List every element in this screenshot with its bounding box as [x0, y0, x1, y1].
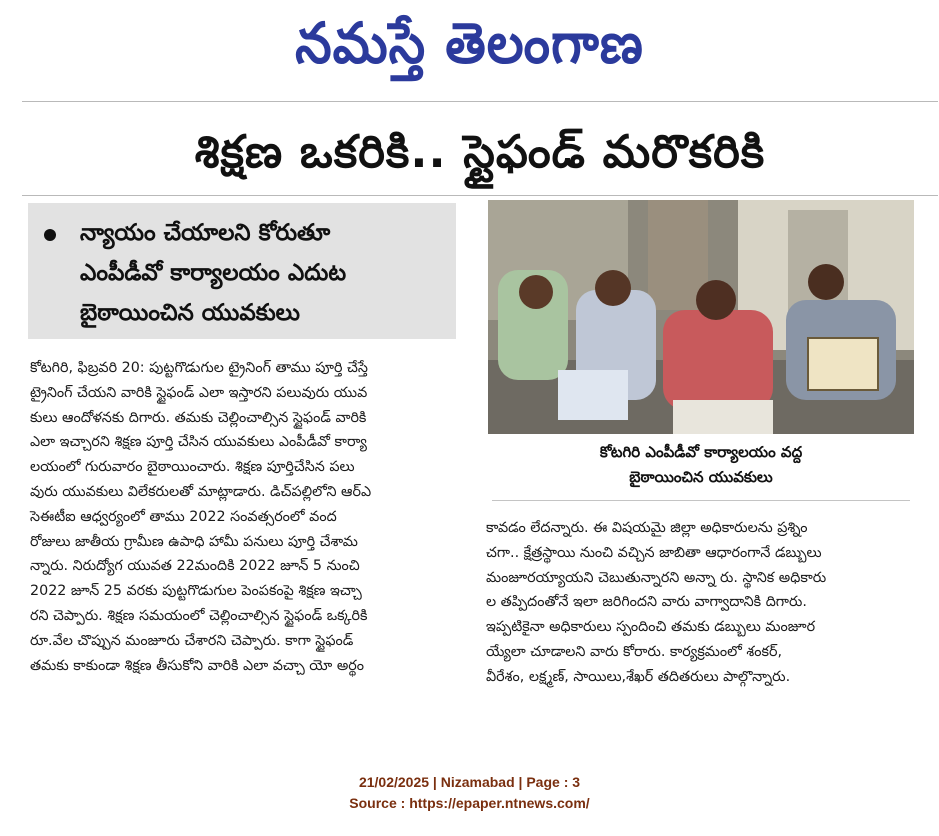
body-line: లయంలో గురువారం బైఠాయించారు. శిక్షణ పూర్తిచేసిన పలు [30, 459, 355, 476]
body-line: న్నారు. నిరుద్యోగ యువత 22మందికి 2022 జూన్ 5 నుంచి [30, 558, 360, 575]
body-line: య్యేలా చూడాలని వారు కోరారు. కార్యక్రమంలో శంకర్, [486, 643, 783, 660]
bullet-icon [44, 229, 56, 241]
caption-line: కోటగిరి ఎంపీడీవో కార్యాలయం వద్ద [599, 443, 803, 461]
news-photo [488, 200, 914, 434]
caption-line: బైఠాయించిన యువకులు [629, 468, 773, 486]
article-body-left-column [30, 356, 454, 678]
photo-caption [488, 440, 914, 490]
pullquote-box [28, 203, 456, 339]
body-line: సెఈటీఐ ఆధ్వర్యంలో తాము 2022 సంవత్సరంలో వంద [30, 508, 337, 525]
body-line: ఇప్పటికైనా అధికారులు స్పందించి తమకు డబ్బులు మంజూర [486, 619, 816, 636]
body-line: కోటగిరి, ఫిబ్రవరి 20: పుట్టగొడుగుల ట్రైనింగ్ తాము పూర్తి చేస్తే [30, 360, 368, 376]
masthead [0, 0, 939, 96]
divider [22, 195, 938, 196]
protest-photo-illustration [488, 200, 914, 434]
body-line: 2022 జూన్ 25 వరకు పుట్టగొడుగుల పెంపకంపై శిక్షణ ఇచ్చా [30, 583, 362, 600]
body-line: కావడం లేదన్నారు. ఈ విషయమై జిల్లా అధికారులను ప్రశ్నిం [486, 520, 808, 536]
edition-info: 21/02/2025 | Nizamabad | Page : 3 [358, 774, 581, 790]
body-line: కులు ఆందోళనకు దిగారు. తమకు చెల్లించాల్సిన స్టైఫండ్ వారికి [30, 409, 367, 426]
body-line: ల తప్పిదంతోనే ఇలా జరిగిందని వారు వాగ్వాదానికి దిగారు. [486, 594, 807, 611]
pullquote-line: ఎంపీడీవో కార్యాలయం ఎదుట [80, 260, 347, 286]
body-line: వీరేశం, లక్ష్మణ్, సాయిలు,శేఖర్ తదితరులు పాల్గొన్నారు. [486, 668, 791, 685]
body-line: మంజూరయ్యాయని చెబుతున్నారని అన్నా రు. స్థానిక అధికారు [486, 569, 827, 586]
source-link[interactable]: Source : https://epaper.ntnews.com/ [349, 795, 590, 811]
body-line: రోజులు జాతీయ గ్రామీణ ఉపాధి హామీ పనులు పూర్తి చేశామ [30, 533, 358, 550]
divider [492, 500, 910, 501]
pullquote-line: న్యాయం చేయాలని కోరుతూ [80, 220, 331, 246]
source-footer [0, 772, 939, 814]
article-headline: శిక్షణ ఒకరికి.. స్టైఫండ్ మరొకరికి [194, 125, 766, 178]
body-line: తమకు కాకుండా శిక్షణ తీసుకోని వారికి ఎలా వచ్చా యో అర్థం [30, 657, 364, 674]
body-line: ట్రైనింగ్ చేయని వారికి స్టైఫండ్ ఎలా ఇస్తారని పలువురు యువ [30, 384, 368, 401]
divider [22, 101, 938, 102]
body-line: చగా.. క్షేత్రస్థాయి నుంచి వచ్చిన జాబితా ఆధారంగానే డబ్బులు [486, 544, 822, 561]
body-line: రూ.వేల చొప్పున మంజూరు చేశారని చెప్పారు. కాగా స్టైఫండ్ [30, 632, 354, 649]
body-line: వురు యువకులు విలేకరులతో మాట్లాడారు. డిచ్‌పల్లిలోని ఆర్‌ఎ [30, 483, 372, 500]
newspaper-logo: నమస్తే తెలంగాణ [295, 11, 644, 77]
body-line: రని చెప్పారు. శిక్షణ సమయంలో చెల్లించాల్సిన స్టైఫండ్ ఒక్కరికి [30, 607, 368, 624]
pullquote-line: బైఠాయించిన యువకులు [80, 300, 300, 326]
body-line: ఎలా ఇచ్చారని శిక్షణ పూర్తి చేసిన యువకులు ఎంపీడీవో కార్యా [30, 434, 367, 451]
article-body-right-column [486, 516, 914, 690]
